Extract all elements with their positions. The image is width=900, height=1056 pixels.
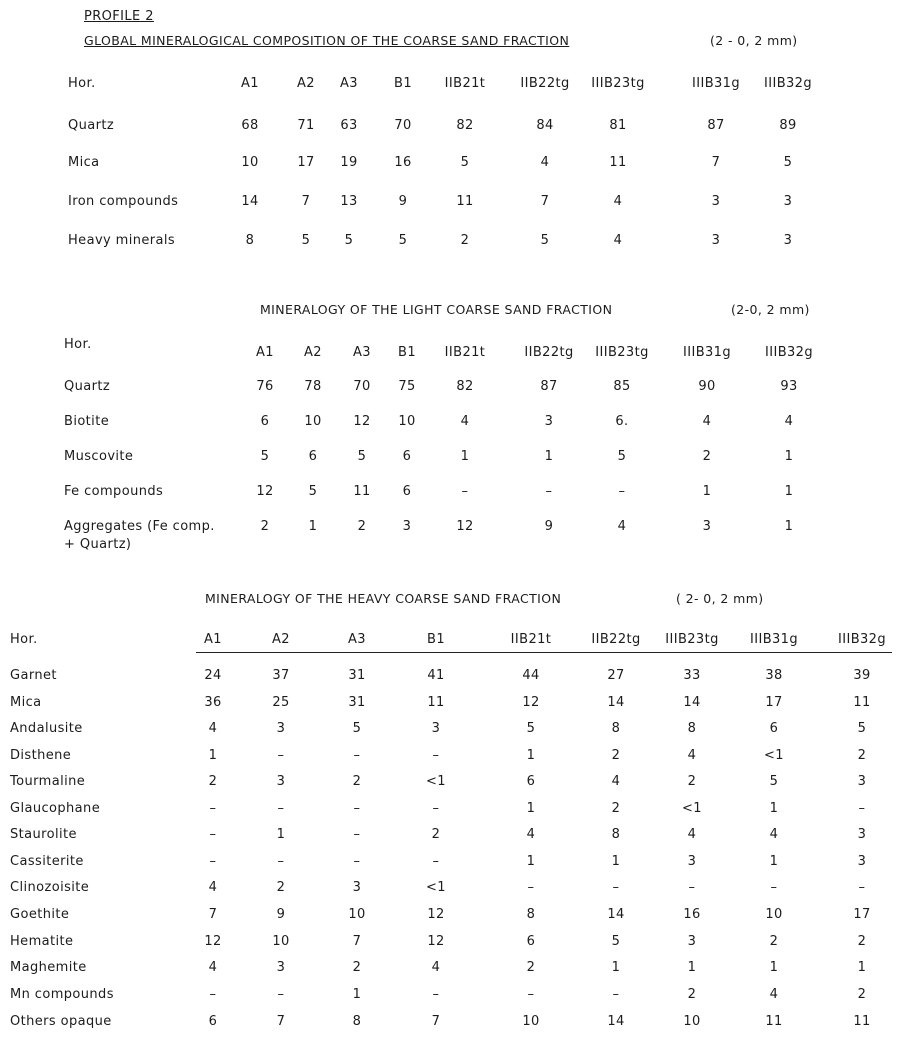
table1-cell: 68 [241,118,259,133]
table2-column-header: IIIB23tg [595,345,649,360]
table1-cell: 8 [245,233,255,248]
table2-cell: 6. [615,414,629,429]
table3-cell: 2 [611,748,621,763]
table3-cell: 6 [208,1014,218,1029]
table3-cell: 14 [607,695,625,710]
table3-column-header: B1 [427,632,445,647]
table2-row-label: Muscovite [64,449,134,464]
table3-cell: – [688,880,696,895]
table3-cell: 3 [276,774,286,789]
table3-cell: 1 [857,960,867,975]
table3-cell: 38 [765,668,783,683]
table3-cell: 8 [611,721,621,736]
table2-cell: 5 [357,449,367,464]
table2-column-header: A3 [353,345,371,360]
table1-column-header: A3 [340,76,358,91]
table3-cell: 4 [208,880,218,895]
table1-cell: 70 [394,118,412,133]
table3-cell: 3 [352,880,362,895]
table2-cell: 90 [698,379,716,394]
table2-cell: 1 [784,519,794,534]
table2-cell: 70 [353,379,371,394]
table3-cell: 6 [526,774,536,789]
table3-cell: 1 [526,748,536,763]
table1-cell: 14 [241,194,259,209]
table3-cell: 1 [526,801,536,816]
table3-row-label: Andalusite [10,721,83,736]
table2-cell: 1 [784,484,794,499]
table3-cell: 2 [526,960,536,975]
table2-cell: – [461,484,469,499]
table3-cell: 4 [208,721,218,736]
table1-cell: 7 [711,155,721,170]
table3-title: MINERALOGY OF THE HEAVY COARSE SAND FRACTION [205,591,562,606]
table1-cell: 4 [540,155,550,170]
table3-cell: 14 [683,695,701,710]
table3-cell: – [858,801,866,816]
table1-column-header: B1 [394,76,412,91]
table3-cell: 3 [687,854,697,869]
table3-cell: – [527,880,535,895]
table3-row-label: Hematite [10,934,74,949]
table3-cell: 25 [272,695,290,710]
table1-cell: 84 [536,118,554,133]
table3-column-header: IIIB32g [837,632,887,647]
table3-cell: 3 [857,774,867,789]
table3-cell: 4 [687,827,697,842]
table2-cell: 12 [456,519,474,534]
table3-row-label: Goethite [10,907,70,922]
table3-cell: 3 [276,721,286,736]
table2-cell: 93 [780,379,798,394]
table3-cell: 1 [208,748,218,763]
table2-cell: 3 [402,519,412,534]
table3-cell: 2 [431,827,441,842]
table3-cell: 1 [769,854,779,869]
table3-cell: 4 [687,748,697,763]
table3-cell: 11 [853,695,871,710]
table3-cell: 6 [526,934,536,949]
table3-cell: 5 [352,721,362,736]
table2-cell: 5 [308,484,318,499]
table3-cell: 37 [272,668,290,683]
table3-cell: 12 [204,934,222,949]
table3-cell: 39 [853,668,871,683]
table1-cell: 11 [456,194,474,209]
table1-cell: 17 [297,155,315,170]
table3-cell: 10 [348,907,366,922]
table2-title: MINERALOGY OF THE LIGHT COARSE SAND FRACTION [260,302,613,317]
table3-cell: – [858,880,866,895]
table2-cell: 10 [304,414,322,429]
table2-cell: – [618,484,626,499]
profile-title: PROFILE 2 [84,9,154,24]
table2-column-header: A2 [304,345,322,360]
table3-cell: 1 [276,827,286,842]
table3-cell: – [277,987,285,1002]
table1-row-label: Heavy minerals [68,233,176,248]
table2-row-label: Aggregates (Fe comp. [64,519,215,534]
table1-row-label: Quartz [68,118,115,133]
table2-cell: 10 [398,414,416,429]
table3-cell: 1 [611,960,621,975]
table2-cell: 82 [456,379,474,394]
table3-cell: – [527,987,535,1002]
table3-cell: – [353,801,361,816]
table2-cell: 85 [613,379,631,394]
table3-cell: 4 [526,827,536,842]
table3-cell: – [277,854,285,869]
table3-cell: <1 [764,748,784,763]
table3-column-header: A3 [348,632,366,647]
table3-cell: – [209,827,217,842]
table3-row-label: Cassiterite [10,854,84,869]
table2-cell: – [545,484,553,499]
table3-cell: 1 [352,987,362,1002]
table3-cell: 8 [687,721,697,736]
table2-cell: 87 [540,379,558,394]
table3-cell: 2 [611,801,621,816]
table3-cell: – [209,987,217,1002]
table3-cell: <1 [682,801,702,816]
table1-column-header: A1 [241,76,259,91]
table3-cell: 36 [204,695,222,710]
table3-cell: 6 [769,721,779,736]
table3-range: ( 2- 0, 2 mm) [676,591,764,606]
table3-cell: 1 [769,801,779,816]
table3-cell: 1 [687,960,697,975]
table2-cell: 4 [617,519,627,534]
table3-row-label: Tourmaline [10,774,86,789]
table3-cell: 10 [765,907,783,922]
table3-cell: 3 [857,854,867,869]
table1-cell: 3 [711,194,721,209]
table1-column-header: A2 [297,76,315,91]
table1-cell: 5 [783,155,793,170]
table3-cell: 5 [526,721,536,736]
table3-cell: – [432,854,440,869]
table1-cell: 5 [460,155,470,170]
table3-cell: 4 [611,774,621,789]
table3-cell: 3 [431,721,441,736]
table2-row-label: Biotite [64,414,110,429]
table3-cell: – [612,987,620,1002]
table1-cell: 5 [301,233,311,248]
table3-cell: 2 [857,987,867,1002]
table3-cell: – [209,854,217,869]
table3-cell: 2 [352,774,362,789]
table3-cell: 31 [348,695,366,710]
table3-cell: – [432,987,440,1002]
table1-cell: 89 [779,118,797,133]
table1-title: GLOBAL MINERALOGICAL COMPOSITION OF THE COARSE SAND FRACTION [84,33,570,48]
table3-column-header: A1 [204,632,222,647]
table3-column-header: IIB22tg [591,632,641,647]
table3-cell: 8 [352,1014,362,1029]
table3-cell: 8 [526,907,536,922]
table2-cell: 5 [617,449,627,464]
table1-cell: 16 [394,155,412,170]
table3-cell: 7 [431,1014,441,1029]
table3-cell: 7 [276,1014,286,1029]
table3-row-label: Garnet [10,668,57,683]
table2-cell: 4 [702,414,712,429]
table1-column-header: IIIB23tg [591,76,645,91]
table1-cell: 3 [783,233,793,248]
table1-cell: 4 [613,233,623,248]
table3-row-label: Maghemite [10,960,87,975]
table2-column-header: B1 [398,345,416,360]
table2-cell: 75 [398,379,416,394]
table1-row-label: Iron compounds [68,194,179,209]
table3-cell: 2 [276,880,286,895]
table2-cell: 1 [460,449,470,464]
table3-cell: 3 [276,960,286,975]
table1-cell: 3 [783,194,793,209]
table3-cell: 14 [607,1014,625,1029]
table3-cell: 12 [522,695,540,710]
table1-cell: 11 [609,155,627,170]
table3-cell: – [770,880,778,895]
table1-row-label: Mica [68,155,100,170]
table2-cell: 4 [460,414,470,429]
table3-row-label: Clinozoisite [10,880,90,895]
table3-column-header: IIIB23tg [665,632,719,647]
table1-cell: 63 [340,118,358,133]
table3-cell: 17 [853,907,871,922]
table2-column-header: IIB22tg [524,345,574,360]
table1-cell: 5 [344,233,354,248]
table3-cell: 2 [857,748,867,763]
table2-cell: 3 [702,519,712,534]
table2-cell: 6 [402,484,412,499]
table3-cell: 4 [431,960,441,975]
table3-cell: 17 [765,695,783,710]
table3-row-label: Disthene [10,748,72,763]
table1-cell: 71 [297,118,315,133]
table3-cell: – [432,801,440,816]
table1-column-header: IIB21t [444,76,486,91]
table1-cell: 4 [613,194,623,209]
table3-cell: 1 [769,960,779,975]
table3-cell: – [277,748,285,763]
table3-row-label: Mn compounds [10,987,114,1002]
table1-cell: 87 [707,118,725,133]
table2-column-header: A1 [256,345,274,360]
table3-cell: 9 [276,907,286,922]
table3-cell: 5 [769,774,779,789]
table3-cell: 7 [352,934,362,949]
table3-cell: – [277,801,285,816]
table3-cell: 5 [857,721,867,736]
table3-cell: 2 [208,774,218,789]
table3-cell: – [209,801,217,816]
table3-cell: 10 [522,1014,540,1029]
table2-column-header: IIB21t [444,345,486,360]
table1-cell: 7 [540,194,550,209]
table3-cell: 33 [683,668,701,683]
table3-cell: 12 [427,907,445,922]
table2-cell: 2 [260,519,270,534]
table1-column-header: IIIB32g [763,76,813,91]
table3-cell: 16 [683,907,701,922]
table3-cell: 44 [522,668,540,683]
table1-column-header: IIB22tg [520,76,570,91]
table3-row-label: Staurolite [10,827,77,842]
table2-cell: 1 [784,449,794,464]
table3-cell: – [353,748,361,763]
table3-cell: 11 [427,695,445,710]
table1-cell: 7 [301,194,311,209]
table1-cell: 9 [398,194,408,209]
table3-cell: <1 [426,774,446,789]
table2-row-label: Fe compounds [64,484,164,499]
table2-cell: 3 [544,414,554,429]
table3-cell: – [353,827,361,842]
table2-cell: 1 [544,449,554,464]
table3-cell: 2 [352,960,362,975]
table1-range: (2 - 0, 2 mm) [710,33,798,48]
table3-cell: 8 [611,827,621,842]
table3-header-hor: Hor. [10,632,38,647]
table2-cell: 12 [256,484,274,499]
table3-cell: 1 [611,854,621,869]
table1-cell: 5 [398,233,408,248]
table3-cell: 2 [687,774,697,789]
table3-cell: 4 [769,987,779,1002]
table1-cell: 10 [241,155,259,170]
table3-cell: 10 [272,934,290,949]
table2-cell: 1 [308,519,318,534]
table1-cell: 2 [460,233,470,248]
table2-cell: 78 [304,379,322,394]
table3-cell: 5 [611,934,621,949]
table2-row-label-cont: + Quartz) [64,537,132,552]
table2-cell: 11 [353,484,371,499]
table3-cell: 11 [765,1014,783,1029]
table2-cell: 9 [544,519,554,534]
table2-cell: 6 [260,414,270,429]
table3-row-label: Others opaque [10,1014,112,1029]
table2-cell: 12 [353,414,371,429]
table2-column-header: IIIB32g [764,345,814,360]
table2-cell: 76 [256,379,274,394]
table3-row-label: Glaucophane [10,801,101,816]
table3-column-header: A2 [272,632,290,647]
table3-cell: 24 [204,668,222,683]
table2-cell: 4 [784,414,794,429]
table3-cell: – [353,854,361,869]
table2-row-label: Quartz [64,379,111,394]
table3-cell: 7 [208,907,218,922]
table3-cell: – [432,748,440,763]
table3-cell: 1 [526,854,536,869]
table3-cell: 14 [607,907,625,922]
table3-cell: <1 [426,880,446,895]
table3-cell: 41 [427,668,445,683]
table3-cell: 10 [683,1014,701,1029]
table3-cell: 11 [853,1014,871,1029]
table2-column-header: IIIB31g [682,345,732,360]
table3-cell: 4 [208,960,218,975]
table1-cell: 82 [456,118,474,133]
table1-column-header: IIIB31g [691,76,741,91]
table3-cell: 27 [607,668,625,683]
table3-cell: 3 [857,827,867,842]
table2-cell: 1 [702,484,712,499]
table2-cell: 2 [702,449,712,464]
table1-cell: 3 [711,233,721,248]
table3-cell: 12 [427,934,445,949]
table3-cell: 2 [687,987,697,1002]
table1-cell: 5 [540,233,550,248]
table1-cell: 19 [340,155,358,170]
table3-cell: 2 [769,934,779,949]
table3-cell: 4 [769,827,779,842]
table3-column-header: IIIB31g [749,632,799,647]
table3-cell: 2 [857,934,867,949]
table3-column-header: IIB21t [510,632,552,647]
table3-header-rule [196,652,892,653]
table1-header-hor: Hor. [68,76,96,91]
table2-cell: 2 [357,519,367,534]
table2-cell: 5 [260,449,270,464]
table3-cell: 3 [687,934,697,949]
table3-cell: 31 [348,668,366,683]
table1-cell: 13 [340,194,358,209]
table2-cell: 6 [402,449,412,464]
table3-row-label: Mica [10,695,42,710]
table3-cell: – [612,880,620,895]
table1-cell: 81 [609,118,627,133]
table2-range: (2-0, 2 mm) [731,302,810,317]
table2-cell: 6 [308,449,318,464]
table2-header-hor: Hor. [64,337,92,352]
